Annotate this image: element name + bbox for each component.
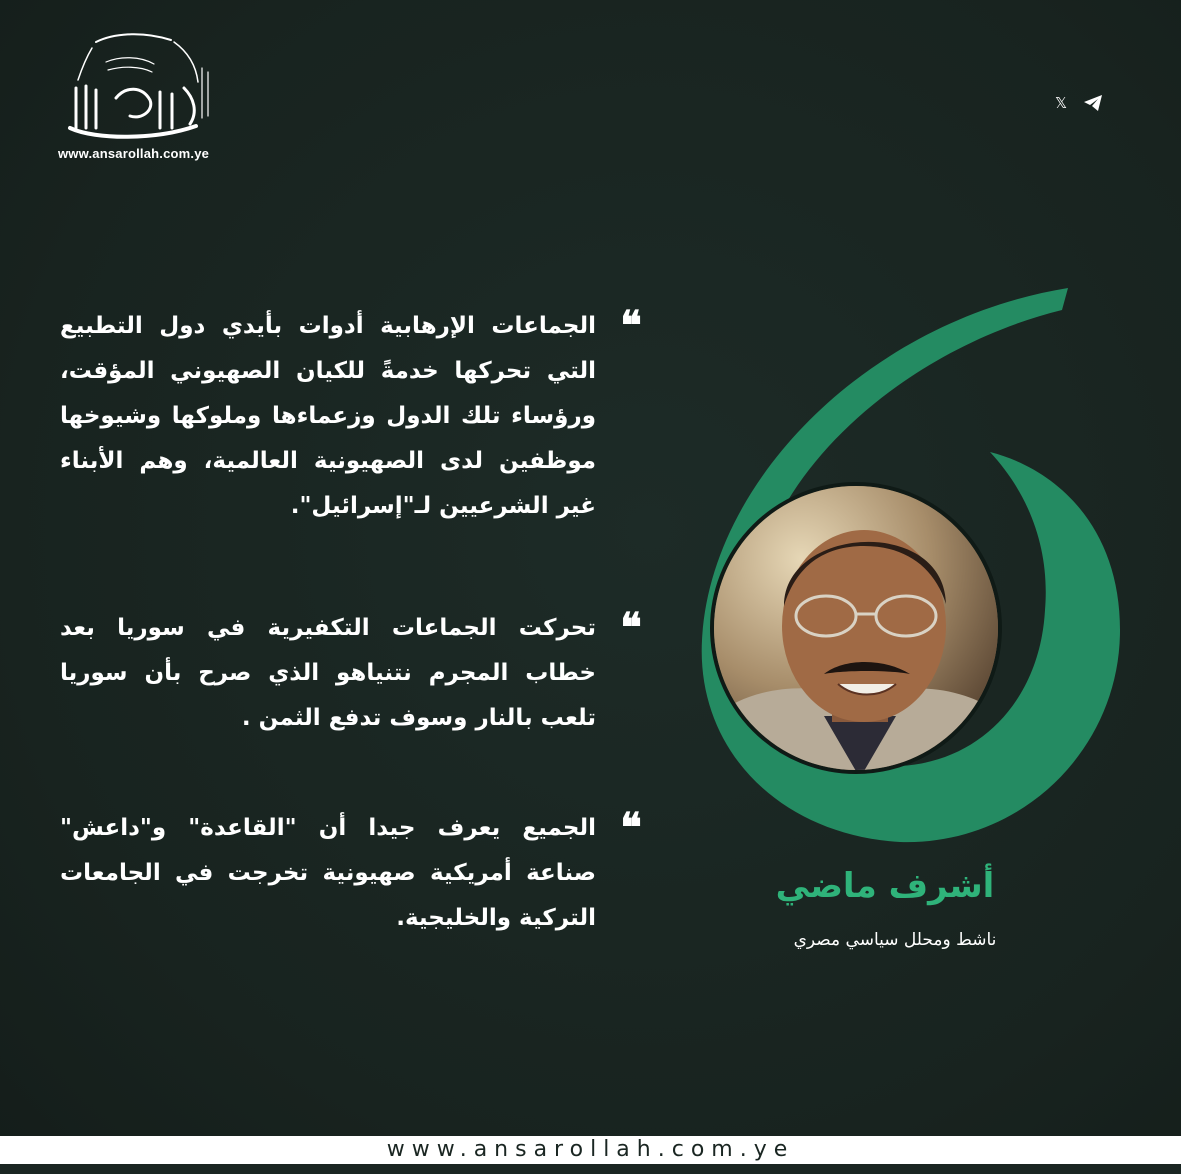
telegram-icon[interactable] bbox=[1082, 92, 1104, 114]
footer-url[interactable]: www.ansarollah.com.ye bbox=[386, 1137, 795, 1162]
person-portrait bbox=[710, 482, 1002, 774]
logo-url-text: www.ansarollah.com.ye bbox=[58, 146, 210, 161]
person-name: أشرف ماضي bbox=[775, 866, 995, 906]
quote-mark-icon: ❝ bbox=[620, 804, 642, 851]
calligraphy-logo-icon bbox=[56, 28, 226, 146]
quote-text: تحركت الجماعات التكفيرية في سوريا بعد خطاب المجرم نتنياهو الذي صرح بأن سوريا تلعب بالنار وسوف تدفع الثمن . bbox=[60, 615, 596, 731]
quote-mark-icon: ❝ bbox=[620, 604, 642, 651]
person-role: ناشط ومحلل سياسي مصري bbox=[793, 930, 997, 950]
quote-text: الجميع يعرف جيدا أن "القاعدة" و"داعش" صناعة أمريكية صهيونية تخرجت في الجامعات التركية والخليجية. bbox=[60, 815, 596, 931]
social-links bbox=[1050, 92, 1104, 114]
ansarollah-logo[interactable] bbox=[56, 28, 226, 168]
quote-mark-icon: ❝ bbox=[620, 302, 642, 349]
x-icon[interactable]: 𝕏 bbox=[1054, 94, 1068, 112]
footer-bottom-strip bbox=[0, 1164, 1181, 1174]
quote-text: الجماعات الإرهابية أدوات بأيدي دول التطبيع التي تحركها خدمةً للكيان الصهيوني المؤقت، ورؤساء تلك الدول وزعماءها وملوكها وشيوخها موظفين لدى الصهيونية العالمية، وهم الأبناء غير الشرعيين لـ"إسرائيل". bbox=[60, 313, 596, 519]
